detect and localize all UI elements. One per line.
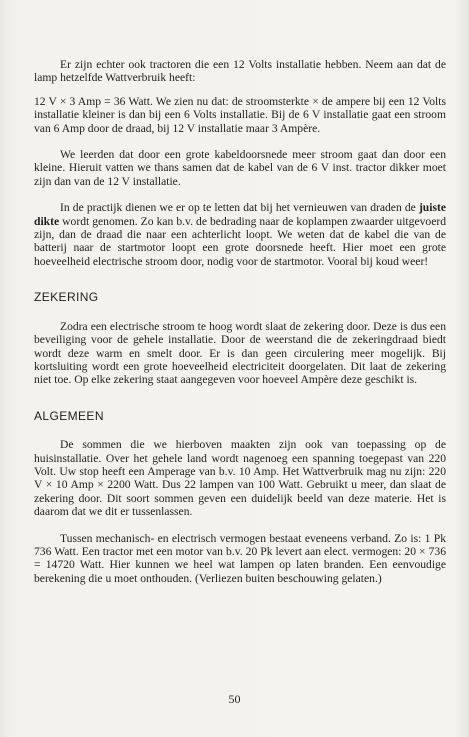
practice-text-end: wordt genomen. Zo kan b.v. de bedrading naar de koplampen zwaarder uitgevoerd zijn, dan de draad die naar een achterlicht loopt. We weten dat de kabel die van de batterij naar de startmotor loopt een grote doorsnede heeft. Hier moet een grote hoeveelheid electrische stroom door, nodig voor de startmotor. Vooral bij koud weer! bbox=[34, 214, 446, 268]
paragraph-12-volt-intro: Er zijn echter ook tractoren die een 12 Volts installatie hebben. Neem aan dat de lamp hetzelfde Wattverbruik heeft: bbox=[34, 58, 446, 85]
paragraph-cable-thickness: We leerden dat door een grote kabeldoorsnede meer stroom gaat dan door een kleine. Hieruit vatten we thans samen dat de kabel van de 6 V inst. tractor dikker moet zijn dan van de 12 V installatie. bbox=[34, 148, 446, 188]
page-body bbox=[34, 58, 446, 585]
heading-algemeen: ALGEMEEN bbox=[34, 408, 104, 423]
page-number: 50 bbox=[228, 692, 241, 706]
paragraph-power: Tussen mechanisch- en electrisch vermogen bestaat eveneens verband. Zo is: 1 Pk 736 Watt. Een tractor met een motor van b.v. 20 Pk levert aan elect. vermogen: 20 × 736 = 14720 Watt. Hier kunnen we heel wat lampen op laten branden. Een eenvoudige berekening die u moet onthouden. (Verliezen buiten beschouwing gelaten.) bbox=[34, 531, 446, 585]
heading-zekering: ZEKERING bbox=[34, 290, 99, 305]
practice-text-start: In de practijk dienen we er op te letten dat bij het vernieuwen van draden de bbox=[60, 201, 419, 215]
paragraph-fuse: Zodra een electrische stroom te hoog wordt slaat de zekering door. Deze is dus een beveiliging voor de gehele installatie. Door de weerstand die de zekeringdraad biedt wordt deze warm en smelt door. Er is dan geen circulering meer mogelijk. Bij kortsluiting wordt een grote hoeveelheid electriciteit doorgelaten. Dit laat de zekering niet toe. Op elke zekering staat aangegeven voor hoeveel Ampère deze geschikt is. bbox=[34, 319, 446, 387]
practice-emphasis: juiste dikte bbox=[34, 201, 446, 228]
paragraph-practice bbox=[34, 201, 446, 268]
paragraph-calculation: 12 V × 3 Amp = 36 Watt. We zien nu dat: de stroomsterkte × de ampere bij een 12 Volts installatie kleiner is dan bij een 6 Volts installatie. Bij de 6 V installatie gaat een stroom van 6 Amp door de draad, bij 12 V installatie maar 3 Ampère. bbox=[34, 94, 446, 135]
paragraph-household: De sommen die we hierboven maakten zijn ook van toepassing op de huisinstallatie. Over het gehele land wordt nagenoeg een spanning toegepast van 220 Volt. Uw stop heeft een Amperage van b.v. 10 Amp. Het Wattverbruik mag nu zijn: 220 V × 10 Amp × 2200 Watt. Dus 22 lampen van 100 Watt. Gebruikt u meer, dan slaat de zekering door. Dit soort sommen geven een duidelijk beeld van deze materie. Het is daarom dat we dit er tussenlassen. bbox=[34, 438, 446, 519]
